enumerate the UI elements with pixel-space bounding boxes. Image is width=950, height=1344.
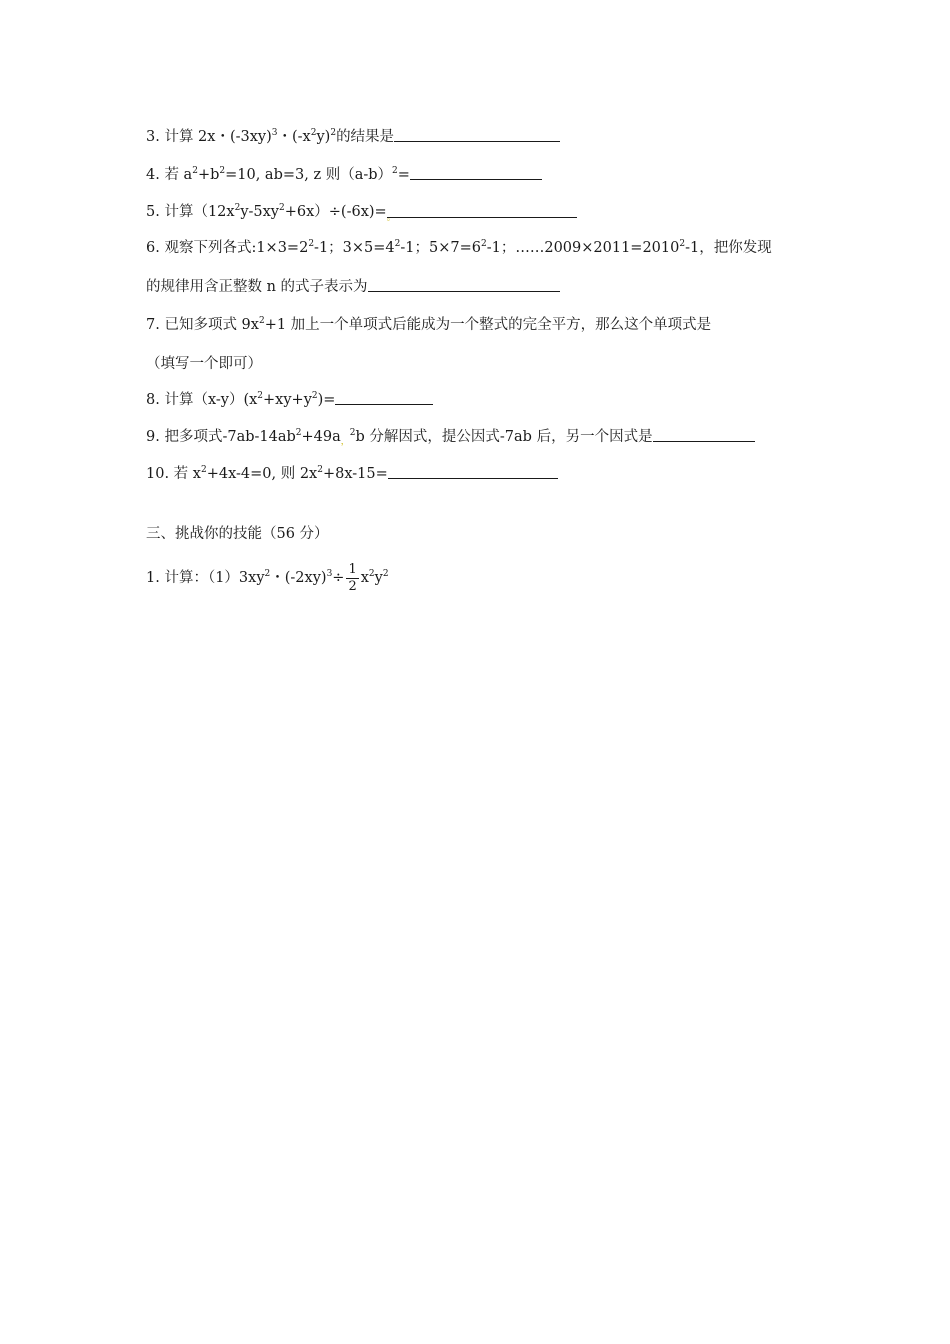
question-6-line-2: 的规律用含正整数 n 的式子表示为	[146, 277, 560, 297]
answer-blank[interactable]	[653, 427, 755, 442]
answer-blank[interactable]	[335, 390, 433, 405]
answer-blank[interactable]	[394, 127, 560, 142]
question-7-line-1: 7. 已知多项式 $9x^2+1$ 加上一个单项式后能成为一个整式的完全平方，那么这个单项式是	[146, 316, 712, 333]
question-9: 9. 把多项式$-7ab-14ab^2+49a_,^2b$ 分解因式，提公因式-7ab 后，另一个因式是	[146, 427, 755, 452]
question-3: 3. 计算 2x・$(-3xy)^3$・$(-x^2y)^2$的结果是	[146, 127, 560, 147]
answer-blank[interactable]	[368, 277, 560, 292]
question-6-line-1: 6. 观察下列各式$:1\times 3=2^2-1$；$3\times 5=4^2-1$；$5\times 7=6^2-1$；$\dots\dots 2009\times 2011=2010^2-1$，把你发现	[146, 239, 772, 256]
answer-blank[interactable]: 。	[387, 203, 577, 218]
question-10: 10. 若 $x^2+4x-4=0$, 则 $2x^2+8x-15=$	[146, 464, 558, 484]
section-3-question-1: 1. 计算：$(1)3xy^2$・$(-2xy)^3\div$ $\frac{1}{2}$ $x^2y^2$	[146, 561, 389, 594]
question-8: 8. 计算$(x-y)(x^2+xy+y^2)=$	[146, 390, 433, 410]
question-4: 4. 若 $a^2+b^2=10$, ab=3, z 则$(a-b)^2=$	[146, 165, 542, 185]
fraction-one-half: $\frac{1}{2}$	[348, 561, 357, 594]
question-5: 5. 计算$(12x^2y-5xy^2+6x)\div(-6x)=_。$	[146, 202, 577, 222]
answer-blank[interactable]	[388, 464, 558, 479]
section-3-title: 三、挑战你的技能（56 分）	[146, 526, 329, 542]
question-7-line-2: （填写一个即可）	[146, 356, 262, 372]
answer-blank[interactable]	[410, 165, 542, 180]
